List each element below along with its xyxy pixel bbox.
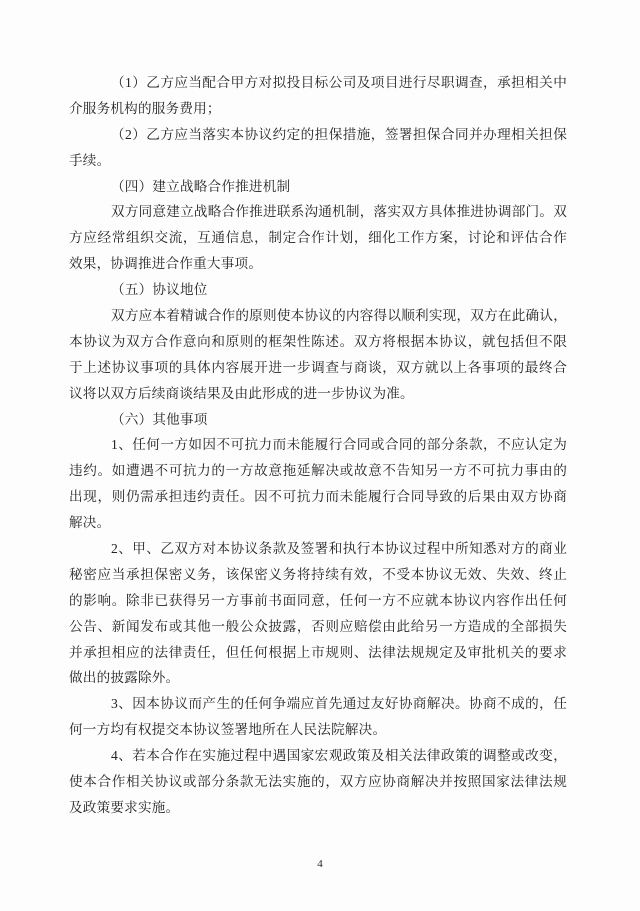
text-line: 的影响。除非已获得另一方事前书面同意，任何一方不应就本协议内容作出任何 bbox=[69, 592, 567, 608]
text-line: （五）协议地位 bbox=[111, 282, 208, 298]
text-line: 于上述协议事项的具体内容展开进一步调查与商谈，双方就以上各事项的最终合 bbox=[69, 359, 567, 375]
text-line: 2、甲、乙双方对本协议条款及签署和执行本协议过程中所知悉对方的商业 bbox=[111, 541, 567, 557]
text-line: 及政策要求实施。 bbox=[69, 799, 180, 815]
text-line: 1、任何一方如因不可抗力而未能履行合同或合同的部分条款，不应认定为 bbox=[111, 437, 567, 453]
text-line: 3、因本协议而产生的任何争端应首先通过友好协商解决。协商不成的，任 bbox=[111, 696, 567, 712]
document-body bbox=[69, 70, 567, 821]
text-line: 何一方均有权提交本协议签署地所在人民法院解决。 bbox=[69, 722, 387, 738]
text-line: 使本合作相关协议或部分条款无法实施的，双方应协商解决并按照国家法律法规 bbox=[69, 774, 567, 790]
text-line: 议将以双方后续商谈结果及由此形成的进一步协议为准。 bbox=[69, 385, 414, 401]
text-line: 4、若本合作在实施过程中遇国家宏观政策及相关法律政策的调整或改变， bbox=[111, 748, 567, 764]
text-line: 解决。 bbox=[69, 515, 111, 531]
text-line: （六）其他事项 bbox=[111, 411, 208, 427]
text-line: 违约。如遭遇不可抗力的一方故意拖延解决或故意不告知另一方不可抗力事由的 bbox=[69, 463, 567, 479]
text-line: 手续。 bbox=[69, 152, 111, 168]
text-line: 公告、新闻发布或其他一般公众披露，否则应赔偿由此给另一方造成的全部损失 bbox=[69, 618, 567, 634]
text-line: （2）乙方应当落实本协议约定的担保措施，签署担保合同并办理相关担保 bbox=[111, 126, 567, 142]
text-line: （1）乙方应当配合甲方对拟投目标公司及项目进行尽职调查，承担相关中 bbox=[111, 75, 567, 90]
text-line: 双方应本着精诚合作的原则使本协议的内容得以顺利实现，双方在此确认， bbox=[111, 308, 567, 324]
text-line: 本协议为双方合作意向和原则的框架性陈述。双方将根据本协议，就包括但不限 bbox=[69, 333, 567, 349]
text-line: 做出的披露除外。 bbox=[69, 670, 180, 686]
text-line: 并承担相应的法律责任，但任何根据上市规则、法律法规规定及审批机关的要求 bbox=[69, 644, 567, 660]
text-line: （四）建立战略合作推进机制 bbox=[111, 178, 291, 194]
text-line: 出现，则仍需承担违约责任。因不可抗力而未能履行合同导致的后果由双方协商 bbox=[69, 489, 567, 505]
text-line: 方应经常组织交流，互通信息，制定合作计划，细化工作方案，讨论和评估合作 bbox=[69, 230, 567, 246]
text-line: 秘密应当承担保密义务，该保密义务将持续有效，不受本协议无效、失效、终止 bbox=[69, 566, 567, 582]
text-line: 效果，协调推进合作重大事项。 bbox=[69, 256, 263, 272]
text-line: 介服务机构的服务费用； bbox=[69, 100, 221, 116]
page-number: 4 bbox=[317, 858, 323, 870]
text-line: 双方同意建立战略合作推进联系沟通机制，落实双方具体推进协调部门。双 bbox=[111, 204, 567, 220]
